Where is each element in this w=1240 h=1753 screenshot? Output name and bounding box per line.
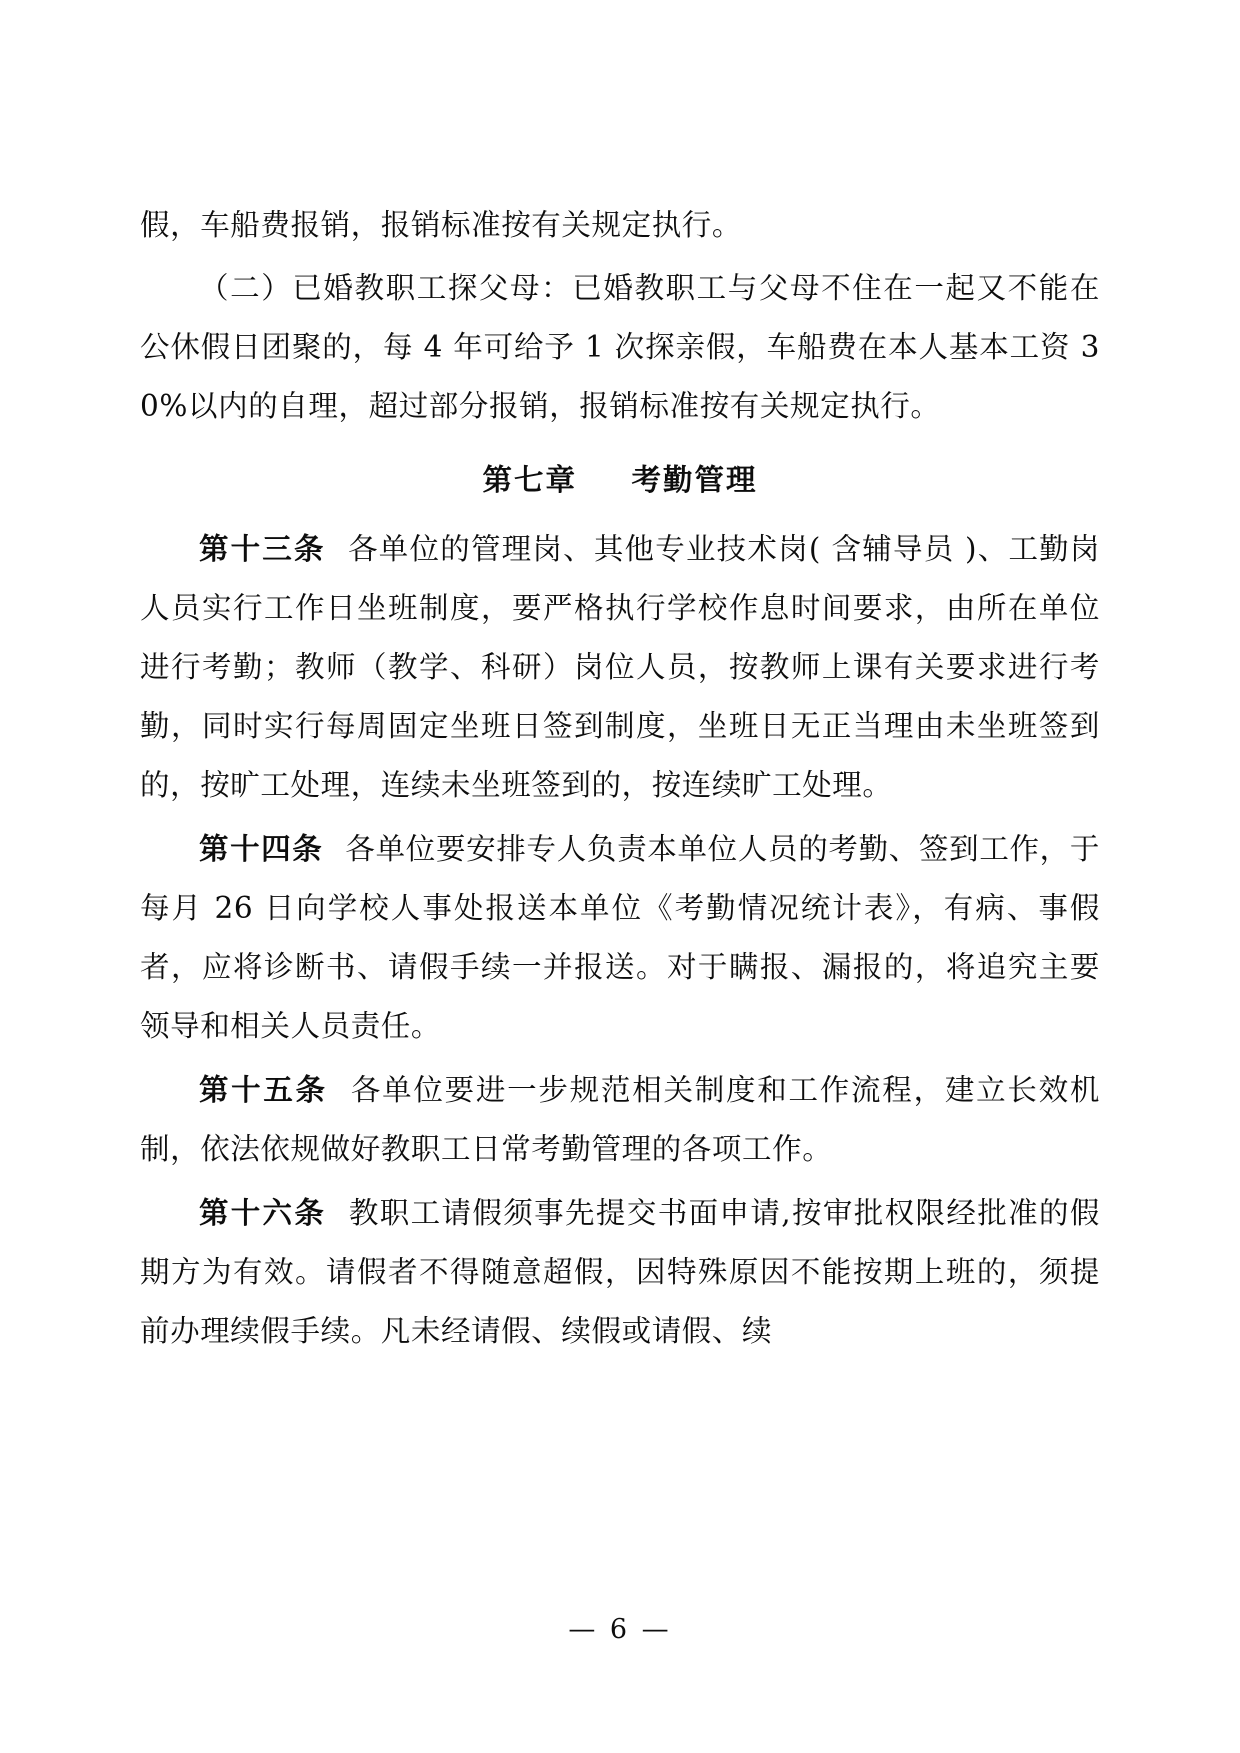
article-13-text: 各单位的管理岗、其他专业技术岗( 含辅导员 )、工勤岗人员实行工作日坐班制度，要严格执行学校作息时间要求，由所在单位进行考勤；教师（教学、科研）岗位人员，按教师上课有关要求进行考勤，同时实行每周固定坐班日签到制度，坐班日无正当理由未坐班签到的，按旷工处理，连续未坐班签到的，按连续旷工处理。 (140, 532, 1100, 802)
article-15-text: 各单位要进一步规范相关制度和工作流程，建立长效机制，依法依规做好教职工日常考勤管理的各项工作。 (140, 1073, 1100, 1166)
article-14-text: 各单位要安排专人负责本单位人员的考勤、签到工作，于每月 26 日向学校人事处报送本单位《考勤情况统计表》，有病、事假者，应将诊断书、请假手续一并报送。对于瞒报、漏报的，将追究主要领导和相关人员责任。 (140, 832, 1100, 1043)
paragraph-item-2: （二）已婚教职工探父母：已婚教职工与父母不住在一起又不能在公休假日团聚的，每 4 年可给予 1 次探亲假，车船费在本人基本工资 30%以内的自理，超过部分报销，报销标准按有关规定执行。 (140, 271, 1100, 423)
chapter-number: 第七章 (482, 462, 577, 497)
article-13-label: 第十三条 (199, 531, 326, 566)
article-15 (140, 1060, 1100, 1179)
article-16 (140, 1183, 1100, 1361)
page-number: — 6 — (568, 1614, 672, 1645)
article-13 (140, 519, 1100, 815)
chapter-heading (140, 450, 1100, 509)
article-14 (140, 819, 1100, 1056)
paragraph-continued: 假，车船费报销，报销标准按有关规定执行。 (140, 208, 743, 242)
article-15-label: 第十五条 (199, 1072, 328, 1107)
chapter-title: 考勤管理 (631, 462, 758, 497)
article-14-label: 第十四条 (199, 831, 324, 866)
article-16-label: 第十六条 (199, 1195, 327, 1230)
article-16-text: 教职工请假须事先提交书面申请,按审批权限经批准的假期方为有效。请假者不得随意超假，因特殊原因不能按期上班的，须提前办理续假手续。凡未经请假、续假或请假、续 (140, 1196, 1100, 1348)
